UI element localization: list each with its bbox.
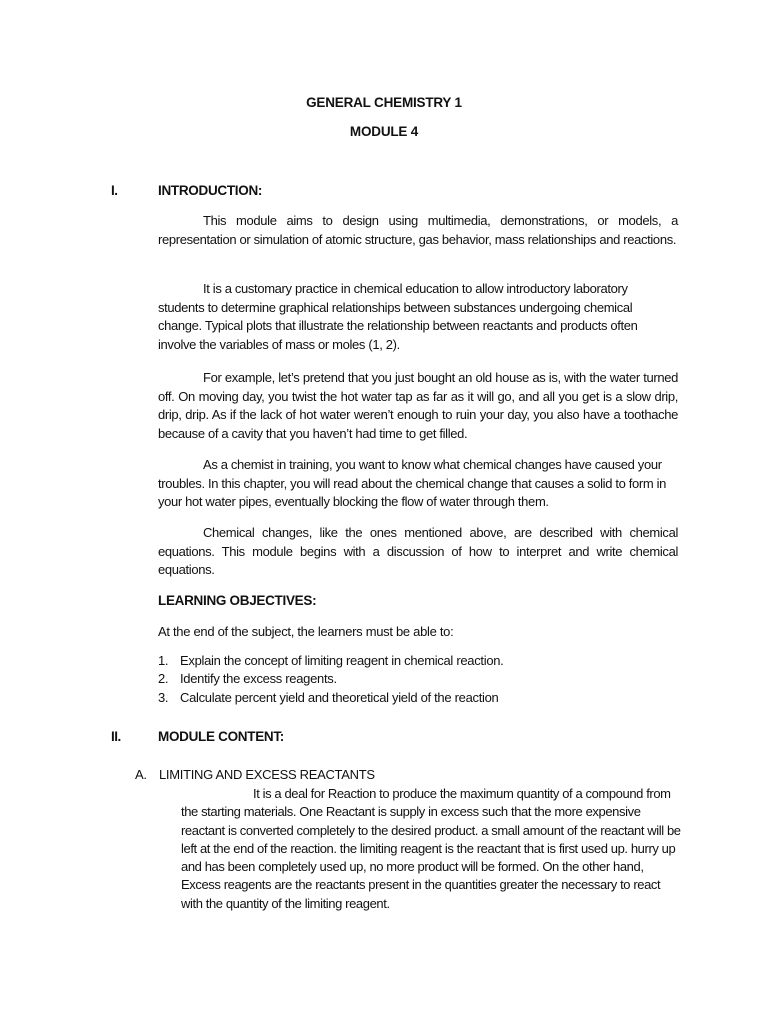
learning-objectives-heading: LEARNING OBJECTIVES: bbox=[158, 593, 317, 608]
objective-item: 2. Identify the excess reagents. bbox=[158, 671, 337, 686]
subsection-heading: A. LIMITING AND EXCESS REACTANTS bbox=[135, 767, 375, 782]
section-numeral-content: II. bbox=[111, 729, 121, 744]
document-title: GENERAL CHEMISTRY 1 bbox=[306, 95, 462, 110]
section-heading-module-content: MODULE CONTENT: bbox=[158, 729, 284, 744]
intro-paragraph-2: It is a customary practice in chemical education to allow introductory laboratory students to determine graphical relationships between substances undergoing chemical change. Typical plots that illustrate the relationship between reactants and products often involve the variables of mass or moles (1, 2). bbox=[158, 281, 638, 352]
intro-paragraph-5: Chemical changes, like the ones mentioned above, are described with chemical equations. This module begins with a discussion of how to interpret and write chemical equations. bbox=[158, 525, 678, 578]
objective-item: 3. Calculate percent yield and theoretical yield of the reaction bbox=[158, 690, 499, 705]
objectives-lead: At the end of the subject, the learners must be able to: bbox=[158, 624, 454, 639]
limiting-reactants-paragraph: It is a deal for Reaction to produce the maximum quantity of a compound from the starting materials. One Reactant is supply in excess such that the more expensive reactant is converted completely to the desired product. a small amount of the reactant will be left at the end of the reaction. the limiting reagent is the reactant that is first used up. hurry up and has been completely used up, no more product will be formed. On the other hand, Excess reagents are the reactants present in the quantities greater the necessary to react with the quantity of the limiting reagent. bbox=[181, 786, 681, 911]
intro-paragraph-3: For example, let’s pretend that you just bought an old house as is, with the water turned off. On moving day, you twist the hot water tap as far as it will go, and all you get is a slow drip, drip, drip. As if the lack of hot water weren’t enough to ruin your day, you also have a toothache because of a cavity that you haven’t had time to get filled. bbox=[158, 370, 678, 441]
section-heading-introduction: INTRODUCTION: bbox=[158, 183, 263, 198]
section-numeral-intro: I. bbox=[111, 183, 118, 198]
intro-paragraph-1: This module aims to design using multimedia, demonstrations, or models, a representation or simulation of atomic structure, gas behavior, mass relationships and reactions. bbox=[158, 213, 678, 247]
module-title: MODULE 4 bbox=[349, 124, 419, 139]
intro-paragraph-4: As a chemist in training, you want to know what chemical changes have caused your troubles. In this chapter, you will read about the chemical change that causes a solid to form in your hot water pipes, eventually blocking the flow of water through them. bbox=[158, 457, 667, 510]
objective-item: 1. Explain the concept of limiting reagent in chemical reaction. bbox=[158, 653, 504, 668]
